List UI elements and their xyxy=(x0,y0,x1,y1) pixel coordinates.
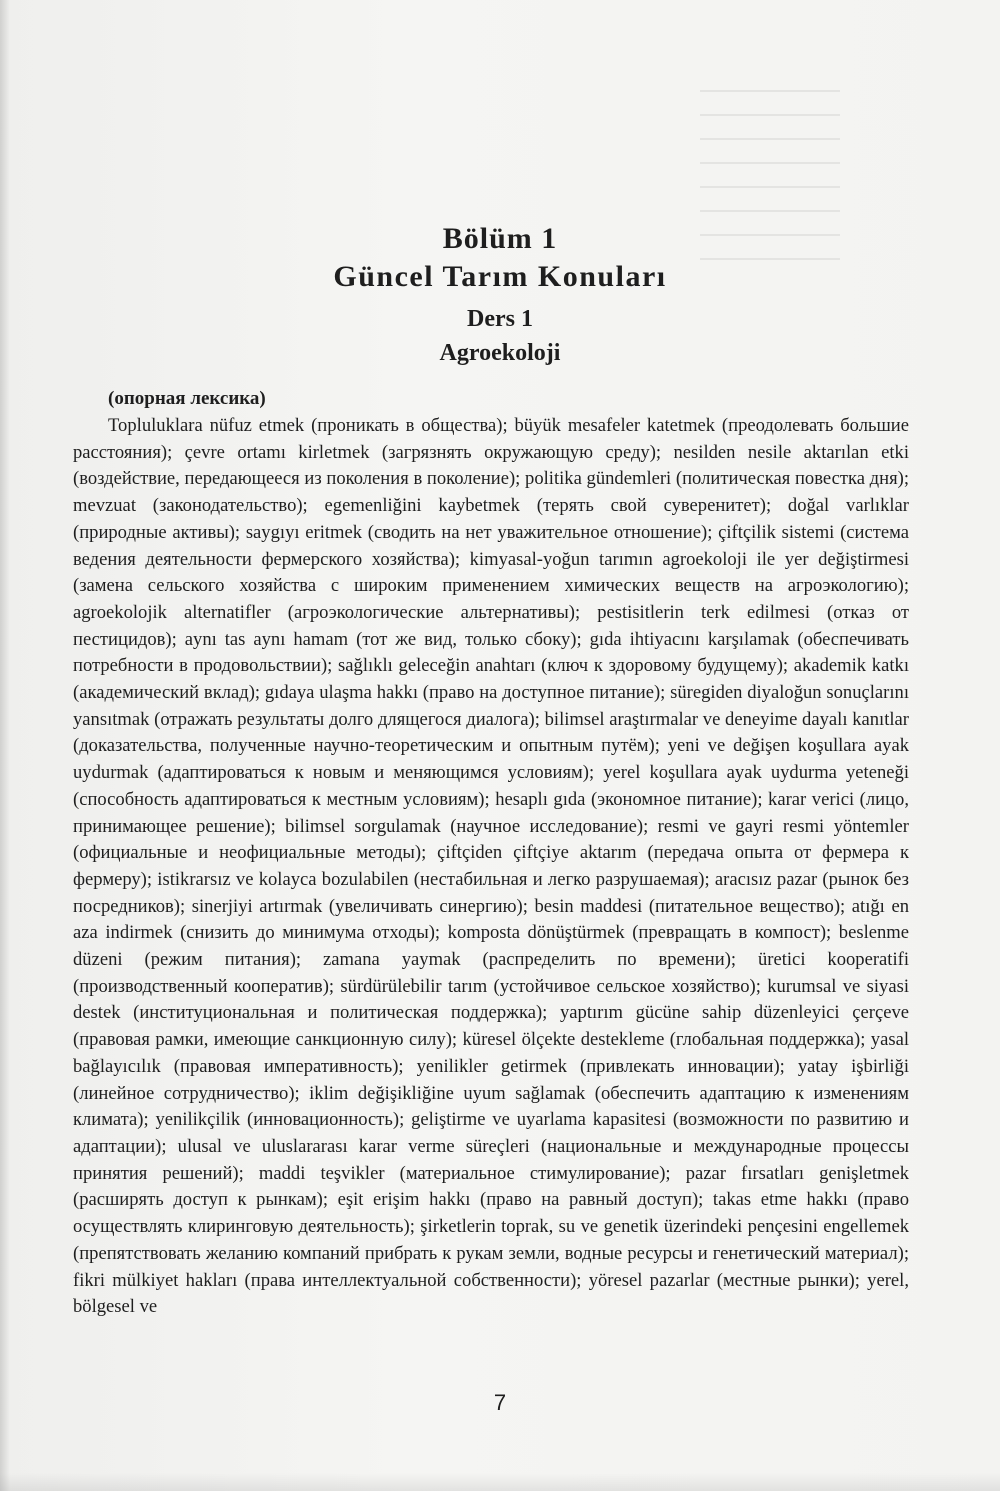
vocabulary-label: (опорная лексика) xyxy=(108,388,266,409)
chapter-title: Güncel Tarım Konuları xyxy=(333,260,667,293)
page-number: 7 xyxy=(493,1390,507,1415)
show-through-bleed xyxy=(700,90,840,330)
vocabulary-text: Topluluklara nüfuz etmek (проникать в общества); büyük mesafeler katetmek (преодолевать большие расстояния); çevre ortamı kirletmek (загрязнять окружающую среду); nesilden nesile aktarılan etki (воздействие, передающееся из поколения в поколение); politika gündemleri (политическая повестка дня); mevzuat (законодательство); egemenliğini kaybetmek (терять свой суверенитет); doğal varlıklar (природные активы); saygıyı eritmek (сводить на нет уважительное отношение); çiftçilik sistemi (система ведения деятельности фермерского хозяйства); kimyasal-yoğun tarımın agroekoloji ile yer değiştirmesi (замена сельского хозяйства с широким применением химических веществ на агроэкологию); agroekolojik alternatifler (агроэкологические альтернативы); pestisitlerin terk edilmesi (отказ от пестицидов); aynı tas aynı hamam (тот же вид, только сбоку); gıda ihtiyacını karşılamak (обеспечивать потребности в продовольствии); sağlıklı geleceğin anahtarı (ключ к здоровому будущему); akademik katkı (академический вклад); gıdaya ulaşma hakkı (право на доступное питание); süregiden diyaloğun sonuçlarını yansıtmak (отражать результаты долго длящегося диалога); bilimsel araştırmalar ve deneyime dayalı kanıtlar (доказательства, полученные научно-теоретическим и опытным путём); yeni ve değişen koşullara ayak uydurmak (адаптироваться к новым и меняющимся условиям); yerel koşullara ayak uydurma yeteneği (способность адаптироваться к местным условиям); hesaplı gıda (экономное питание); karar verici (лицо, принимающее решение); bilimsel sorgulamak (научное исследование); resmi ve gayri resmi yöntemler (официальные и неофициальные методы); çiftçiden çiftçiye aktarım (передача опыта от фермера к фермеру); istikrarsız ve kolayca bozulabilen (нестабильная и легко разрушаемая); aracısız pazar (рынок без посредников); sinerjiyi artırmak (увеличивать синергию); besin maddesi (питательное вещество); atığı en aza indirmek (снизить до минимума отходы); komposta dönüştürmek (превращать в компост); beslenme düzeni (режим питания); zamana yaymak (распределить по времени); üretici kooperatifi (производственный кооператив); sürdürülebilir tarım (устойчивое сельское хозяйство); kurumsal ve siyasi destek (институциональная и политическая поддержка); yaptırım gücüne sahip düzenleyici çerçeve (правовая рамки, имеющие санкционную силу); küresel ölçekte destekleme (глобальная поддержка); yasal bağlayıcılık (правовая императивность); yenilikler getirmek (привлекать инновации); yatay işbirliği (линейное сотрудничество); iklim değişikliğine uyum sağlamak (обеспечить адаптацию к изменениям климата); yenilikçilik (инновационность); geliştirme ve uyarlama kapasitesi (возможности по развитию и адаптации); ulusal ve uluslararası karar verme süreçleri (национальные и международные процессы принятия решений); maddi teşvikler (материальное стимулирование); pazar fırsatları genişletmek (расширять доступ к рынкам); eşit erişim hakkı (право на равный доступ); takas etme hakkı (право осуществлять клиринговую деятельность); şirketlerin toprak, su ve genetik üzerindeki pençesini engellemek (препятствовать желанию компаний прибрать к рукам земли, водные ресурсы и генетический материал); fikri mülkiyet hakları (права интеллектуальной собственности); yöresel pazarlar (местные рынки); yerel, bölgesel ve xyxy=(73,415,909,1318)
chapter-number: Bölüm 1 xyxy=(442,222,558,255)
page-bottom-edge xyxy=(0,1473,1000,1491)
lesson-number: Ders 1 xyxy=(467,306,533,332)
lesson-title: Agroekoloji xyxy=(439,340,561,366)
